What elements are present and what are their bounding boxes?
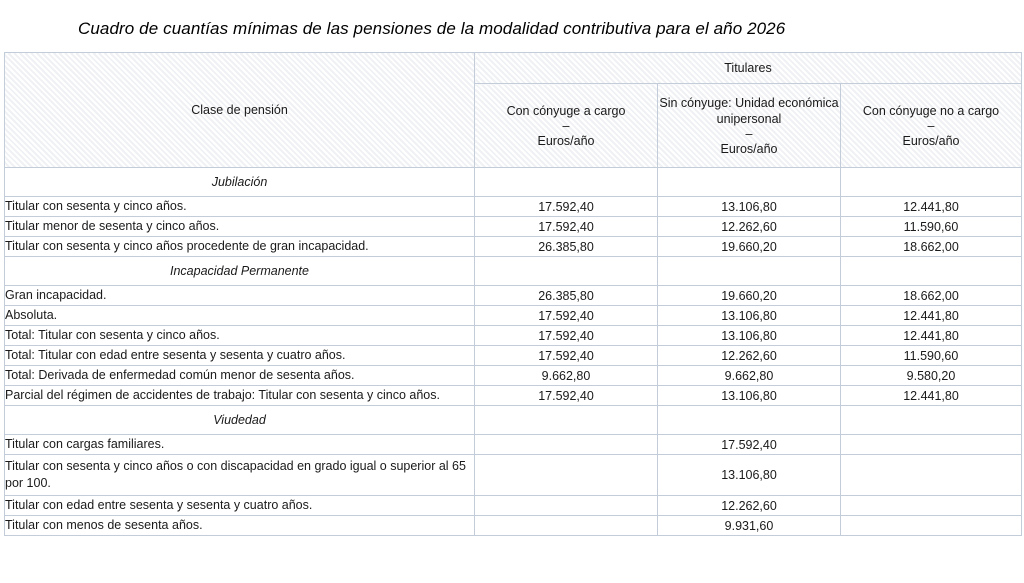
row-value: 13.106,80 — [658, 197, 841, 217]
row-value: 12.441,80 — [841, 386, 1022, 406]
table-row — [5, 435, 1022, 455]
section-blank-cell — [658, 257, 841, 286]
table-body — [5, 168, 1022, 536]
row-value: 26.385,80 — [475, 237, 658, 257]
table-row — [5, 306, 1022, 326]
table-row — [5, 455, 1022, 496]
row-value: 13.106,80 — [658, 306, 841, 326]
row-label: Total: Titular con sesenta y cinco años. — [5, 326, 475, 346]
row-value: 9.580,20 — [841, 366, 1022, 386]
row-value — [841, 435, 1022, 455]
table-row — [5, 366, 1022, 386]
section-title: Jubilación — [5, 168, 475, 197]
pension-table — [4, 52, 1022, 536]
section-blank-cell — [475, 406, 658, 435]
section-blank-cell — [841, 168, 1022, 197]
section-title: Incapacidad Permanente — [5, 257, 475, 286]
row-label: Titular con sesenta y cinco años procedente de gran incapacidad. — [5, 237, 475, 257]
row-label: Titular con sesenta y cinco años. — [5, 197, 475, 217]
page-title: Cuadro de cuantías mínimas de las pensiones de la modalidad contributiva para el año 2026 — [78, 19, 786, 38]
column-header-dash: – — [927, 118, 935, 133]
row-value — [841, 455, 1022, 496]
row-label: Parcial del régimen de accidentes de trabajo: Titular con sesenta y cinco años. — [5, 386, 475, 406]
row-value: 12.262,60 — [658, 217, 841, 237]
table-row — [5, 516, 1022, 536]
table-row — [5, 237, 1022, 257]
row-label: Titular con cargas familiares. — [5, 435, 475, 455]
row-value: 9.931,60 — [658, 516, 841, 536]
section-blank-cell — [841, 257, 1022, 286]
column-header-clase-de-pension: Clase de pensión — [5, 53, 475, 168]
row-value: 26.385,80 — [475, 286, 658, 306]
row-value: 12.441,80 — [841, 306, 1022, 326]
table-row — [5, 496, 1022, 516]
section-header-row — [5, 406, 1022, 435]
row-value: 17.592,40 — [658, 435, 841, 455]
row-value: 17.592,40 — [475, 306, 658, 326]
section-blank-cell — [475, 168, 658, 197]
row-value — [475, 435, 658, 455]
table-row — [5, 197, 1022, 217]
row-value: 17.592,40 — [475, 197, 658, 217]
section-blank-cell — [658, 406, 841, 435]
row-value — [475, 516, 658, 536]
row-value: 11.590,60 — [841, 346, 1022, 366]
row-label: Titular con menos de sesenta años. — [5, 516, 475, 536]
row-label: Total: Derivada de enfermedad común menor de sesenta años. — [5, 366, 475, 386]
table-header — [5, 53, 1022, 168]
row-value — [841, 496, 1022, 516]
table-row — [5, 286, 1022, 306]
table-row — [5, 346, 1022, 366]
row-value: 12.262,60 — [658, 346, 841, 366]
row-value: 18.662,00 — [841, 237, 1022, 257]
column-header-sin-conyuge — [658, 84, 841, 168]
table-row — [5, 217, 1022, 237]
column-header-dash: – — [562, 118, 570, 133]
row-value: 9.662,80 — [475, 366, 658, 386]
row-value: 13.106,80 — [658, 326, 841, 346]
row-value: 17.592,40 — [475, 346, 658, 366]
row-value: 9.662,80 — [658, 366, 841, 386]
row-value: 18.662,00 — [841, 286, 1022, 306]
column-header-con-conyuge-a-cargo — [475, 84, 658, 168]
row-value — [475, 455, 658, 496]
row-label: Titular con sesenta y cinco años o con discapacidad en grado igual o superior al 65 por 100. — [5, 455, 475, 496]
row-value: 19.660,20 — [658, 286, 841, 306]
pension-table-container — [4, 52, 1021, 536]
row-label: Titular menor de sesenta y cinco años. — [5, 217, 475, 237]
column-header-line1: Con cónyuge no a cargo — [862, 103, 1000, 118]
row-value — [841, 516, 1022, 536]
row-value: 12.441,80 — [841, 197, 1022, 217]
column-header-unit: Euros/año — [537, 133, 595, 148]
row-value: 17.592,40 — [475, 386, 658, 406]
column-group-header-titulares: Titulares — [475, 53, 1022, 84]
row-value: 13.106,80 — [658, 386, 841, 406]
section-title: Viudedad — [5, 406, 475, 435]
section-blank-cell — [658, 168, 841, 197]
section-header-row — [5, 257, 1022, 286]
section-blank-cell — [841, 406, 1022, 435]
row-value: 19.660,20 — [658, 237, 841, 257]
column-header-dash: – — [745, 126, 753, 141]
row-value — [475, 496, 658, 516]
row-value: 12.262,60 — [658, 496, 841, 516]
row-value: 12.441,80 — [841, 326, 1022, 346]
table-row — [5, 326, 1022, 346]
row-value: 13.106,80 — [658, 455, 841, 496]
row-label: Total: Titular con edad entre sesenta y sesenta y cuatro años. — [5, 346, 475, 366]
section-blank-cell — [475, 257, 658, 286]
column-header-unit: Euros/año — [720, 141, 778, 156]
column-header-line1: Sin cónyuge: Unidad económica unipersonal — [659, 95, 839, 126]
section-header-row — [5, 168, 1022, 197]
row-label: Gran incapacidad. — [5, 286, 475, 306]
column-header-unit: Euros/año — [902, 133, 960, 148]
column-header-con-conyuge-no-a-cargo — [841, 84, 1022, 168]
table-row — [5, 386, 1022, 406]
header-row-group — [5, 53, 1022, 84]
row-value: 17.592,40 — [475, 217, 658, 237]
row-label: Titular con edad entre sesenta y sesenta y cuatro años. — [5, 496, 475, 516]
column-header-line1: Con cónyuge a cargo — [506, 103, 626, 118]
row-value: 17.592,40 — [475, 326, 658, 346]
row-label: Absoluta. — [5, 306, 475, 326]
row-value: 11.590,60 — [841, 217, 1022, 237]
